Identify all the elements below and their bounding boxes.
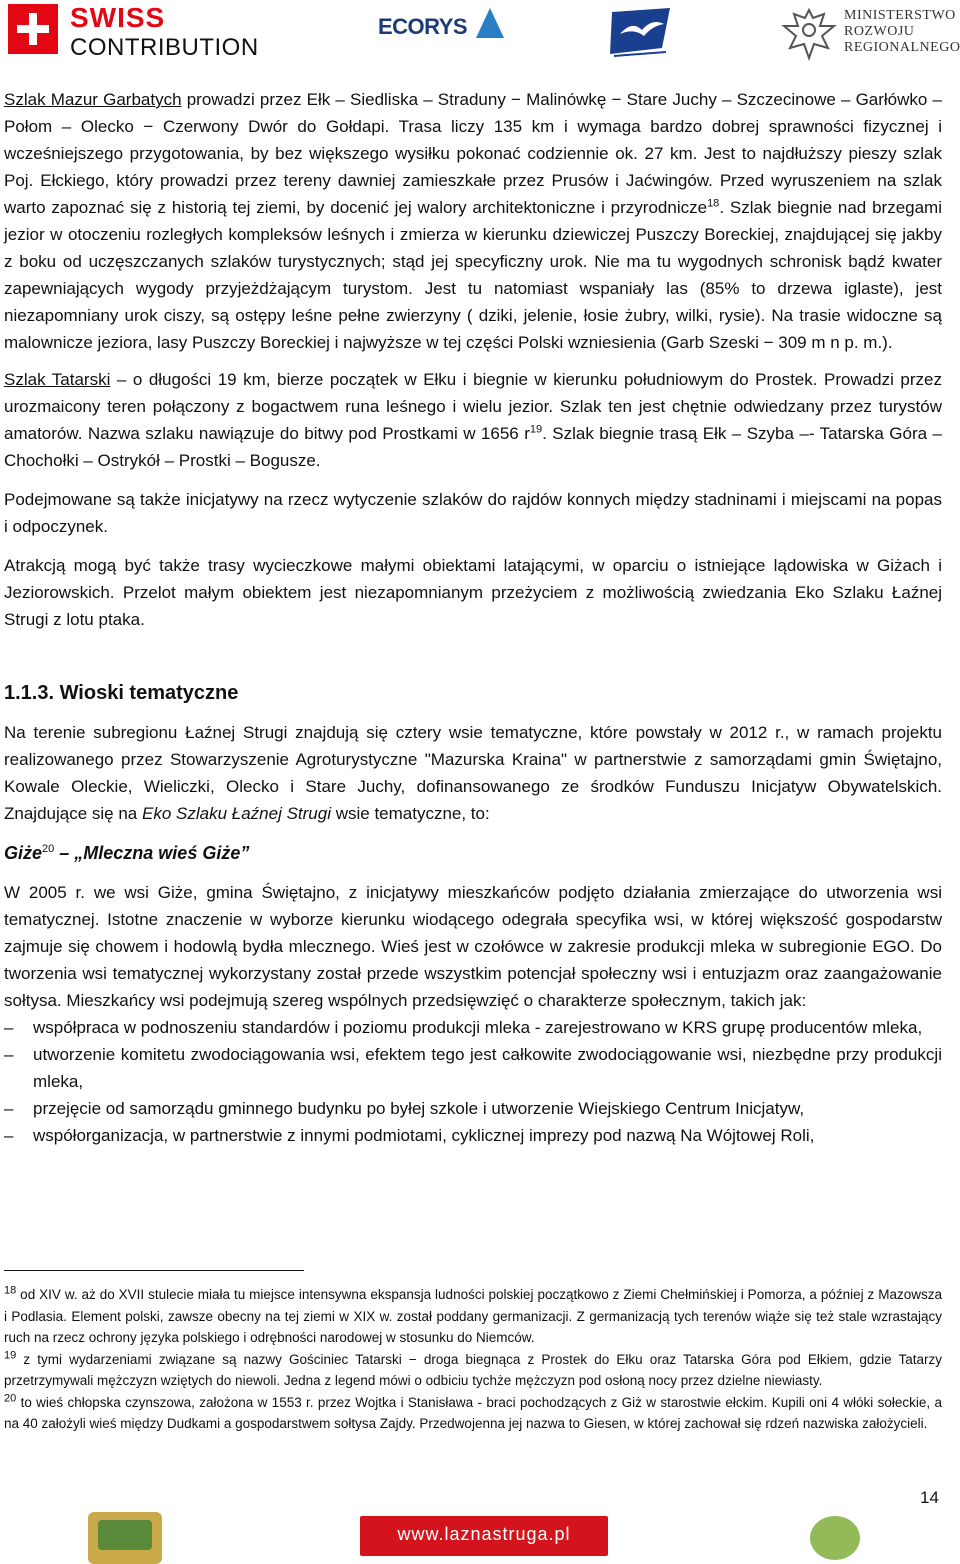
swiss-flag-icon bbox=[8, 4, 58, 54]
paragraph-thematic-villages-intro bbox=[4, 719, 942, 827]
footer-url-link[interactable]: www.laznastruga.pl bbox=[397, 1524, 571, 1544]
eko-szlak-logo bbox=[810, 1516, 860, 1560]
footnotes bbox=[4, 1284, 942, 1435]
swiss-contribution-logo bbox=[8, 4, 278, 62]
eko-szlak-name: Eko Szlaku Łaźnej Strugi bbox=[141, 804, 331, 823]
paragraph-flights: Atrakcją mogą być także trasy wycieczkowe małymi obiektami latającymi, w oparciu o istniejące lądowiska w Giżach i Jeziorowskich. Przelot małym obiektem jest niezapomnianym przeżyciem z możliwością zwiedzania Eko Szlaku Łaźnej Strugi z lotu ptaka. bbox=[4, 556, 942, 629]
footnote-separator bbox=[4, 1270, 304, 1271]
paragraph-text: . Szlak biegnie nad brzegami jezior w otoczeniu rozległych kompleksów leśnych i zmierza w kierunku dziewiczej Puszczy Boreckiej, znajdującej się jakby z boku od uczęszczanych szlaków turystycznych; stąd jej specyficzny urok. Nie ma tu wygodnych schronisk bądź kwater zapewniających wygody przyjeżdżającym turystom. Jest tu natomiast wspaniały las (85% to drzewa iglaste), jest niezapomniany urok ciszy, są ostępy leśne pełne zwierzyny ( dziki, jelenie, łosie żubry, wilki, rysie). Na trasie widoczne są malownicze jeziora, lasy Puszczy Boreckiej i najwyższe w tej części Polski wzniesienia (Garb Szeski − 309 m n p. m.). bbox=[4, 198, 942, 352]
ministry-line-2: ROZWOJU bbox=[844, 24, 915, 39]
page-header bbox=[0, 0, 960, 70]
ecorys-logo bbox=[378, 8, 508, 48]
footnote-20 bbox=[4, 1392, 942, 1435]
village-heading bbox=[4, 839, 942, 867]
initiatives-list bbox=[4, 1014, 942, 1149]
footnote-text: z tymi wydarzeniami związane są nazwy Gościniec Tatarski − droga biegnąca z Prostek do Ełku oraz Tatarska Góra pod Ełkiem, gdzie Tatarzy przetrzymywali mężczyzn wziętych do niewoli. Jedna z legend mówi o odbiciu tychże mężczyzn pod osłoną nocy przez dzielne niewiasty. bbox=[4, 1351, 942, 1388]
bird-logo bbox=[606, 4, 676, 62]
footnote-ref-20: 20 bbox=[42, 843, 55, 855]
page-footer bbox=[0, 1512, 960, 1564]
paragraph-text: wsie tematyczne, to: bbox=[330, 804, 490, 823]
footnote-ref-18: 18 bbox=[707, 197, 720, 210]
paragraph-text: prowadzi przez Ełk – Siedliska – Straduny − Malinówkę − Stare Juchy – Szczecinowe – Garłówko – Połom – Olecko − Czerwony Dwór do Gołdapi. Trasa liczy 135 km i wymaga bardzo dobrej sprawności fizycznej i wcześniejszego przygotowania, by bez większego wysiłku pokonać codziennie ok. 27 km. Jest to najdłuższy pieszy szlak Poj. Ełckiego, który prowadzi przez tereny dawniej zamieszkałe przez Prusów i Jaćwingów. Przed wyruszeniem na szlak warto zapoznać się z historią tej ziemi, by docenić jej walory architektoniczne i przyrodnicze bbox=[4, 90, 942, 217]
footnote-text: od XIV w. aż do XVII stulecie miała tu miejsce intensywna ekspansja ludności polskiej początkowo z Ziemi Chełmińskiej i Pomorza, a później z Mazowsza i Podlasia. Element polski, zawsze obecny na tej ziemi w XIX w. został poddany germanizacji. Z germanizacją tych terenów wiąże się też stale wzrastający ruch na rzecz ochrony języka polskiego i odrębności narodowej w stosunku do Niemców. bbox=[4, 1287, 942, 1345]
paragraph-text: . Szlak biegnie trasą Ełk – Szyba –- Tatarska Góra – Chochołki – Ostrykół – Prostki – Bogusze. bbox=[4, 424, 942, 470]
local-group-logo bbox=[88, 1512, 162, 1564]
page-number: 14 bbox=[920, 1488, 939, 1507]
ecorys-logo-text: ECORYS bbox=[378, 14, 468, 39]
paragraph-text: Na terenie subregionu Łaźnej Strugi znajdują się cztery wsie tematyczne, które powstały w 2012 r., w ramach projektu realizowanego przez Stowarzyszenie Agroturystyczne "Mazurska Kraina" w partnerstwie z samorządami gmin Świętajno, Kowale Oleckie, Wieliczki, Olecko i Stare Juchy, dofinansowanego ze środków Funduszu Inicjatyw Obywatelskich. Znajdujące się na bbox=[4, 723, 942, 823]
paragraph-szlak-mazur-garbatych bbox=[4, 86, 942, 356]
trail-name-link: Szlak Tatarski bbox=[4, 370, 111, 389]
ministry-logo-text bbox=[844, 8, 960, 56]
ministry-logo bbox=[780, 4, 958, 64]
footnote-19 bbox=[4, 1349, 942, 1392]
swiss-logo-title: SWISS bbox=[70, 2, 166, 33]
list-item: – współorganizacja, w partnerstwie z innymi podmiotami, cyklicznej imprezy pod nazwą Na Wójtowej Roli, bbox=[4, 1122, 942, 1149]
main-content bbox=[4, 86, 942, 1149]
footnote-number: 20 bbox=[4, 1392, 17, 1404]
trail-name-link: Szlak Mazur Garbatych bbox=[4, 90, 182, 109]
footnote-text: to wieś chłopska czynszowa, założona w 1553 r. przez Wojtka i Stanisława - braci pochodzących z Giż w starostwie ełckim. Kupili oni 4 włóki sołeckie, a na 40 założyli wieś między Dudkami a gospodarstwem sołtysa Zajdy. Przedwojenna jej nazwa to Giesen, w której zachował się rdzeń nazwiska założycieli. bbox=[4, 1394, 942, 1431]
paragraph-szlak-tatarski bbox=[4, 366, 942, 474]
ministry-line-3: REGIONALNEGO bbox=[844, 40, 960, 55]
footnote-number: 19 bbox=[4, 1349, 17, 1361]
list-item: – przejęcie od samorządu gminnego budynku po byłej szkole i utworzenie Wiejskiego Centrum Inicjatyw, bbox=[4, 1095, 942, 1122]
swiss-logo-subtitle: CONTRIBUTION bbox=[70, 34, 259, 61]
paragraph-text: – o długości 19 km, bierze początek w Ełku i biegnie w kierunku południowym do Prostek. Prowadzi przez urozmaicony teren połączony z bogactwem runa leśnego i wielu jezior. Szlak ten jest chętnie odwiedzany przez turystów amatorów. Nazwa szlaku nawiązuje do bitwy pod Prostkami w 1656 r bbox=[4, 370, 943, 443]
paragraph-horse-trails: Podejmowane są także inicjatywy na rzecz wytyczenie szlaków do rajdów konnych między stadninami i miejscami na popas i odpoczynek. bbox=[4, 490, 942, 536]
footnote-18 bbox=[4, 1284, 942, 1349]
village-name: Giże bbox=[4, 843, 43, 863]
paragraph-village-description: W 2005 r. we wsi Giże, gmina Świętajno, z inicjatywy mieszkańców podjęto działania zmierzające do utworzenia wsi tematycznej. Istotne znaczenie w wyborze kierunku wiodącego odegrała specyfika wsi, w której większość gospodarstw zajmuje się chowem i hodowlą bydła mlecznego. Wieś jest w czołówce w zakresie produkcji mleka w subregionie EGO. Do tworzenia wsi tematycznej wykorzystany został przede wszystkim potencjał społeczny wsi i entuzjazm oraz zaangażowanie sołtysa. Mieszkańcy wsi podejmują szereg wspólnych przedsięwzięć o charakterze społecznym, takich jak: bbox=[4, 883, 942, 1010]
ecorys-drop-icon bbox=[476, 8, 504, 38]
ministry-line-1: MINISTERSTWO bbox=[844, 8, 956, 23]
village-title: – „Mleczna wieś Giże” bbox=[54, 843, 250, 863]
list-item: – współpraca w podnoszeniu standardów i poziomu produkcji mleka - zarejestrowano w KRS grupę producentów mleka, bbox=[4, 1014, 942, 1041]
eagle-emblem-icon bbox=[780, 4, 838, 62]
section-heading: 1.1.3. Wioski tematyczne bbox=[4, 682, 239, 704]
list-item: – utworzenie komitetu zwodociągowania wsi, efektem tego jest całkowite zwodociągowanie wsi, niezbędne przy produkcji mleka, bbox=[4, 1041, 942, 1095]
footnote-ref-19: 19 bbox=[529, 423, 543, 436]
footnote-number: 18 bbox=[4, 1284, 17, 1297]
seagull-icon bbox=[606, 4, 676, 62]
